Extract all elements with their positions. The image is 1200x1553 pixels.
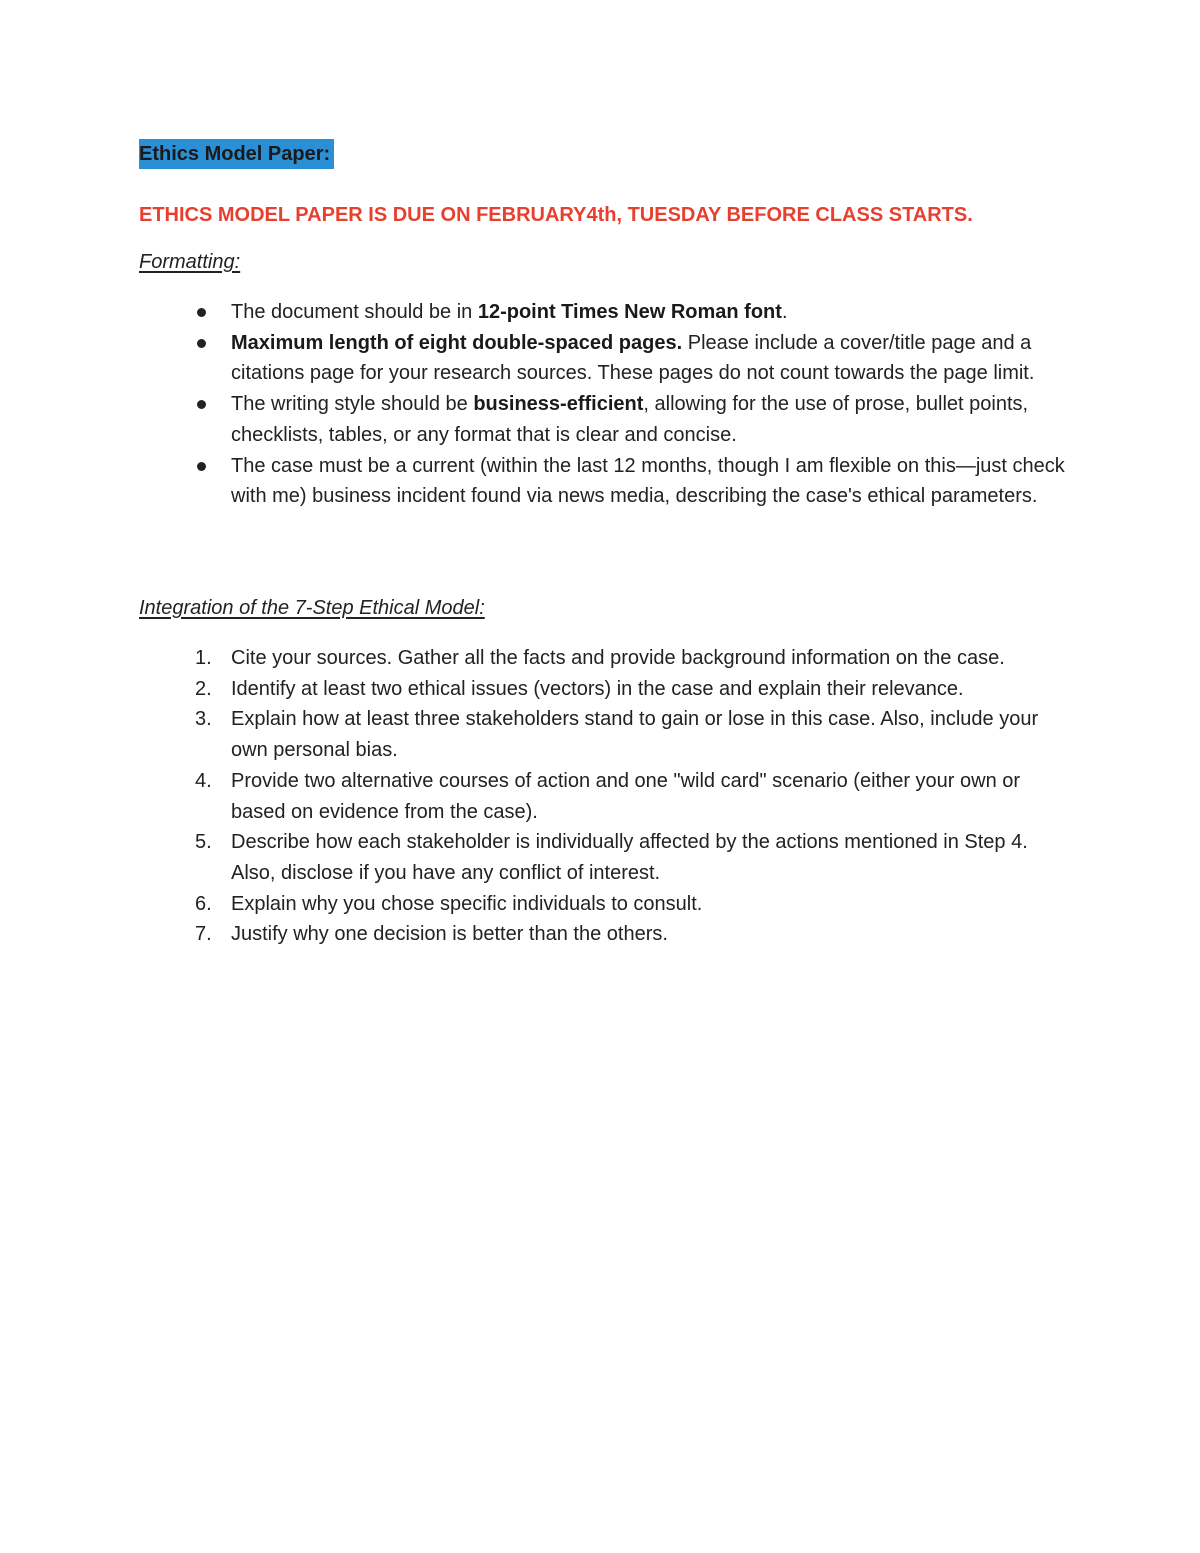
formatting-heading: Formatting: (139, 251, 241, 273)
step-number: 7. (195, 923, 212, 946)
step-number: 1. (195, 647, 212, 669)
step-item (139, 766, 1069, 827)
step-text: Provide two alternative courses of action and one "wild card" scenario (either your own or based on evidence from the case). (231, 769, 1021, 823)
step-number: 5. (195, 831, 212, 854)
step-text: Cite your sources. Gather all the facts and provide background information on the case. (231, 647, 1005, 669)
step-item (139, 704, 1069, 765)
step-number: 2. (195, 677, 212, 700)
formatting-item: The case must be a current (within the last 12 months, though I am flexible on this—just check with me) business incident found via news media, describing the case's ethical parameters. (139, 451, 1069, 512)
step-number: 6. (195, 892, 212, 915)
step-item (139, 674, 1069, 705)
formatting-list (139, 297, 1069, 512)
document-title: Ethics Model Paper: (139, 139, 334, 169)
step-text: Justify why one decision is better than the others. (231, 923, 668, 946)
step-text: Explain how at least three stakeholders stand to gain or lose in this case. Also, include your own personal bias. (231, 708, 1039, 762)
step-text: Describe how each stakeholder is individually affected by the actions mentioned in Step 4. Also, disclose if you have any conflict of interest. (231, 831, 1028, 884)
due-date-notice: ETHICS MODEL PAPER IS DUE ON FEBRUARY4th, TUESDAY BEFORE CLASS STARTS. (139, 204, 973, 226)
formatting-item: The document should be in 12-point Times New Roman font. (139, 297, 1069, 328)
formatting-item: Maximum length of eight double-spaced pages. Please include a cover/title page and a citations page for your research sources. These pages do not count towards the page limit. (139, 328, 1069, 389)
step-number: 4. (195, 769, 212, 792)
step-text: Identify at least two ethical issues (vectors) in the case and explain their relevance. (231, 677, 964, 700)
step-item (139, 643, 1069, 674)
step-item (139, 827, 1069, 888)
formatting-item: The writing style should be business-efficient, allowing for the use of prose, bullet points, checklists, tables, or any format that is clear and concise. (139, 389, 1069, 450)
step-number: 3. (195, 708, 212, 731)
step-text: Explain why you chose specific individuals to consult. (231, 892, 703, 915)
ethical-model-steps (139, 643, 1069, 950)
step-item (139, 889, 1069, 920)
step-item (139, 919, 1069, 950)
integration-heading: Integration of the 7-Step Ethical Model: (139, 597, 485, 619)
